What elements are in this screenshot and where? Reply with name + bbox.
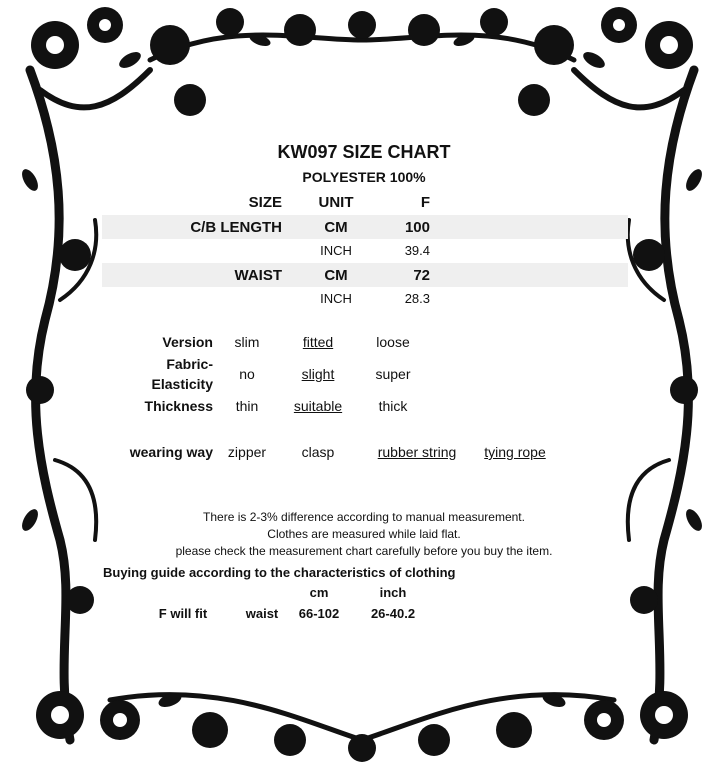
value-inch-length: 39.4 [404,243,430,258]
row-band-length [102,215,628,239]
elasticity-option-super: super [375,366,411,382]
version-label: Version [162,334,213,350]
unit-inch-length: INCH [320,243,352,258]
elasticity-option-no: no [239,366,255,382]
note-line-1: There is 2-3% difference according to manual measurement. [203,510,525,524]
value-cm-waist: 72 [413,267,430,284]
wearing-way-label: wearing way [129,444,213,460]
unit-inch-waist: INCH [320,291,352,306]
version-option-loose: loose [376,334,410,350]
thickness-option-thick: thick [378,398,408,414]
guide-col-inch: inch [379,585,407,600]
wearing-option-clasp: clasp [301,444,335,460]
value-cm-length: 100 [404,219,430,236]
thickness-option-thin: thin [235,398,259,414]
wearing-option-rubber-string: rubber string [377,444,457,460]
header-unit: UNIT [318,194,354,211]
value-inch-waist: 28.3 [404,291,430,306]
header-f: F [420,194,430,211]
chart-title: KW097 SIZE CHART [277,142,451,162]
guide-inch-range: 26-40.2 [370,606,416,621]
guide-col-cm: cm [309,585,329,600]
note-line-3: please check the measurement chart carefully before you buy the item. [175,544,553,558]
wearing-option-zipper: zipper [227,444,267,460]
guide-row-label: F will fit [158,606,208,621]
elasticity-label-line2: Elasticity [151,376,213,392]
note-line-2: Clothes are measured while laid flat. [267,527,461,541]
wearing-option-tying-rope: tying rope [484,444,546,460]
unit-cm-length: CM [324,219,348,236]
version-option-slim: slim [234,334,260,350]
thickness-option-suitable: suitable [293,398,343,414]
elasticity-option-slight: slight [301,366,335,382]
version-option-fitted: fitted [302,334,334,350]
row-label-length: C/B LENGTH [190,219,282,236]
guide-cm-range: 66-102 [298,606,340,621]
material-label: POLYESTER 100% [302,169,426,185]
thickness-label: Thickness [144,398,213,414]
row-label-waist: WAIST [234,267,282,284]
row-band-waist [102,263,628,287]
header-size: SIZE [248,194,282,211]
buying-guide-title: Buying guide according to the characteristics of clothing [103,565,456,580]
elasticity-label-line1: Fabric- [166,356,213,372]
unit-cm-waist: CM [324,267,348,284]
guide-measure: waist [245,606,279,621]
